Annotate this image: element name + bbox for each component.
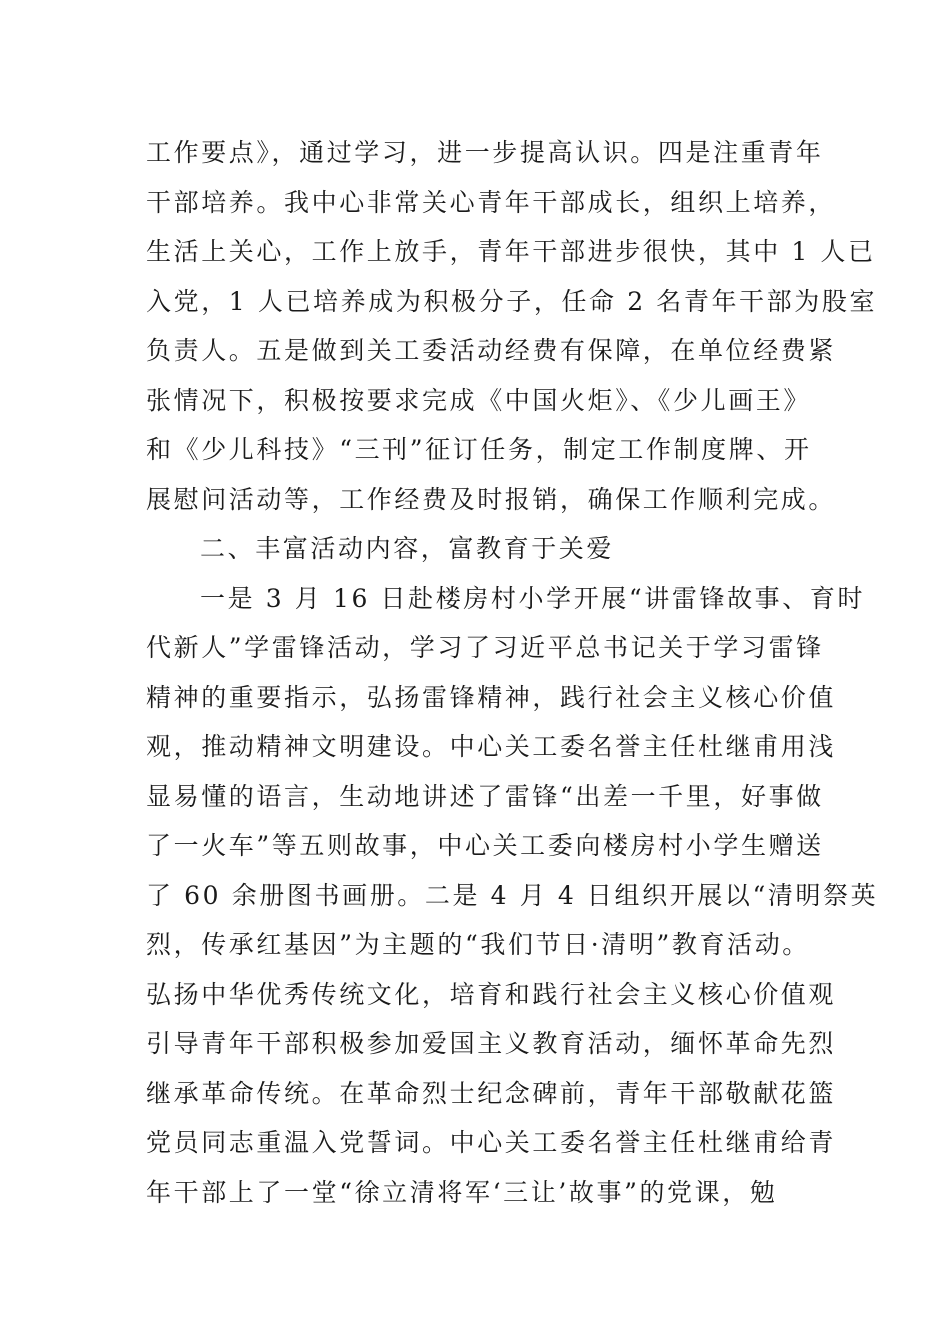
text-line: 观，推动精神文明建设。中心关工委名誉主任杜继甫用浅 bbox=[146, 732, 837, 761]
text-line: 党员同志重温入党誓词。中心关工委名誉主任杜继甫给青 bbox=[146, 1128, 837, 1157]
text-line: 弘扬中华优秀传统文化，培育和践行社会主义核心价值观 bbox=[146, 979, 837, 1009]
text-line: 生活上关心，工作上放手，青年干部进步很快，其中 1 人已 bbox=[146, 237, 876, 266]
text-line: 干部培养。我中心非常关心青年干部成长，组织上培养， bbox=[146, 187, 837, 217]
text-line: 年干部上了一堂“徐立清将军‘三让’故事”的党课，勉 bbox=[146, 1177, 778, 1207]
text-line: 继承革命传统。在革命烈士纪念碑前，青年干部敬献花篮 bbox=[146, 1078, 837, 1108]
section-heading: 二、丰富活动内容，富教育于关爱 bbox=[200, 534, 615, 563]
text-line: 和《少儿科技》“三刊”征订任务，制定工作制度牌、开 bbox=[146, 435, 812, 464]
document-body bbox=[146, 128, 879, 1217]
text-line: 烈，传承红基因”为主题的“我们节日·清明”教育活动。 bbox=[146, 930, 810, 959]
text-line: 张情况下，积极按要求完成《中国火炬》、《少儿画王》 bbox=[146, 385, 812, 415]
text-line: 负责人。五是做到关工委活动经费有保障，在单位经费紧 bbox=[146, 336, 837, 365]
text-line: 工作要点》，通过学习，进一步提高认识。四是注重青年 bbox=[146, 138, 824, 167]
text-line: 代新人”学雷锋活动，学习了习近平总书记关于学习雷锋 bbox=[146, 633, 824, 662]
text-line: 精神的重要指示，弘扬雷锋精神，践行社会主义核心价值 bbox=[146, 682, 837, 712]
text-line: 展慰问活动等，工作经费及时报销，确保工作顺利完成。 bbox=[146, 484, 837, 514]
text-line: 了一火车”等五则故事，中心关工委向楼房村小学生赠送 bbox=[146, 831, 824, 860]
text-line: 显易懂的语言，生动地讲述了雷锋“出差一千里，好事做 bbox=[146, 781, 824, 811]
paragraph-first-line: 一是 3 月 16 日赴楼房村小学开展“讲雷锋故事、育时 bbox=[200, 583, 866, 613]
text-line: 了 60 余册图书画册。二是 4 月 4 日组织开展以“清明祭英 bbox=[146, 880, 879, 910]
text-line: 引导青年干部积极参加爱国主义教育活动，缅怀革命先烈 bbox=[146, 1029, 837, 1058]
text-line: 入党，1 人已培养成为积极分子，任命 2 名青年干部为股室 bbox=[146, 286, 878, 316]
